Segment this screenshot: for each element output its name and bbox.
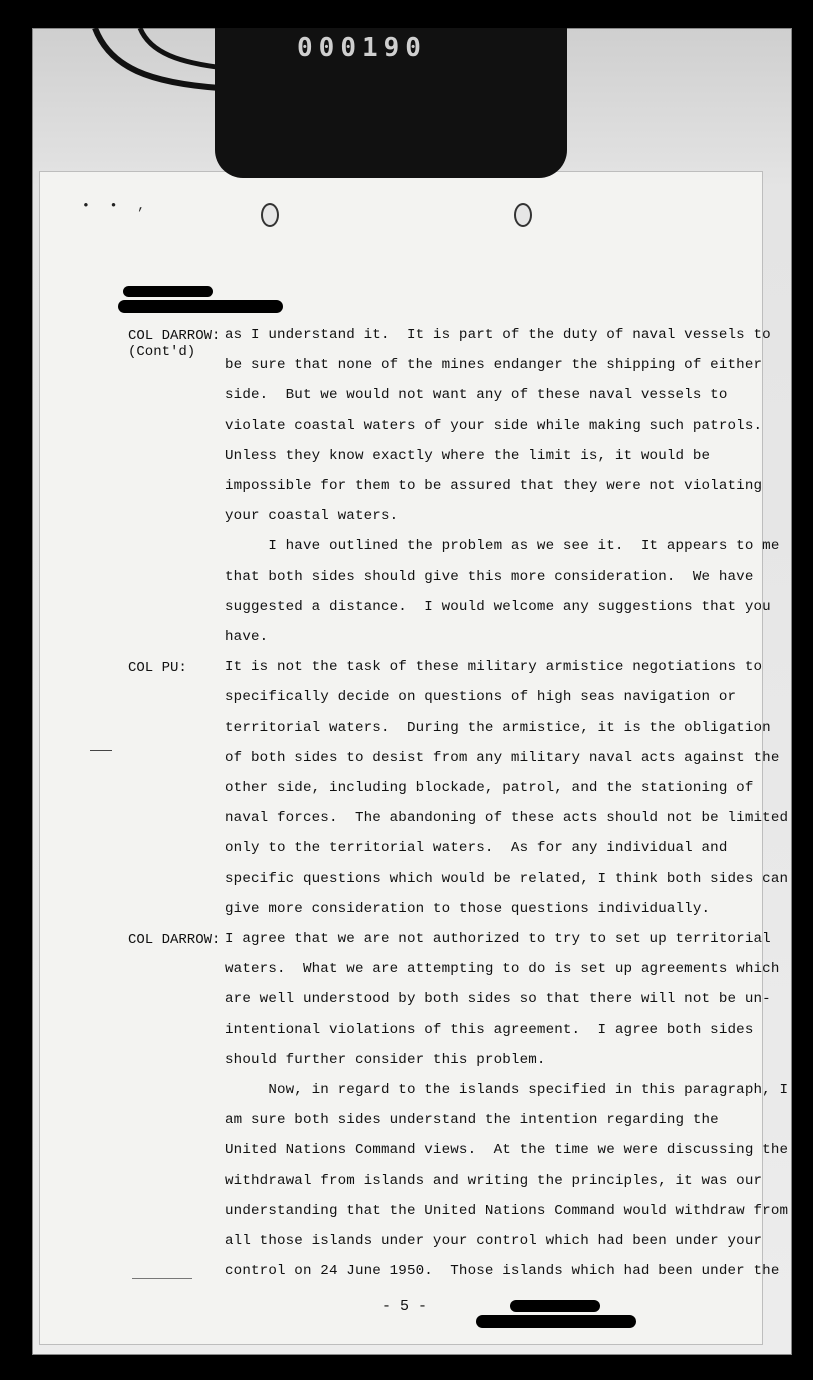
speaker-label: COL PU: bbox=[128, 660, 187, 676]
margin-mark bbox=[90, 750, 112, 751]
text-line: give more consideration to those questions individually. bbox=[225, 900, 711, 917]
text-line: violate coastal waters of your side while making such patrols. bbox=[225, 417, 763, 434]
text-line: only to the territorial waters. As for any individual and bbox=[225, 840, 728, 857]
text-line: impossible for them to be assured that they were not violating bbox=[225, 478, 763, 494]
text-line: should further consider this problem. bbox=[225, 1051, 546, 1068]
page-number: - 5 - bbox=[382, 1298, 428, 1315]
text-line: your coastal waters. bbox=[225, 508, 399, 525]
text-line: am sure both sides understand the intention regarding the bbox=[225, 1112, 719, 1129]
punch-hole-right bbox=[514, 203, 532, 227]
text-line: other side, including blockade, patrol, and the stationing of bbox=[225, 780, 754, 796]
redaction-bar bbox=[123, 286, 213, 297]
text-line: as I understand it. It is part of the duty of naval vessels to bbox=[225, 327, 771, 343]
text-line: be sure that none of the mines endanger the shipping of either bbox=[225, 357, 763, 374]
punch-hole-left bbox=[261, 203, 279, 227]
text-line: that both sides should give this more consideration. We have bbox=[225, 568, 754, 585]
text-line: suggested a distance. I would welcome any suggestions that you bbox=[225, 598, 771, 615]
speaker-label: COL DARROW: (Cont'd) bbox=[128, 328, 221, 360]
text-line: naval forces. The abandoning of these acts should not be limited bbox=[225, 810, 789, 827]
text-line: are well understood by both sides so that there will not be un- bbox=[225, 991, 771, 1008]
text-line: intentional violations of this agreement. I agree both sides bbox=[225, 1021, 754, 1038]
text-line: It is not the task of these military armistice negotiations to bbox=[225, 659, 763, 676]
text-line: of both sides to desist from any military naval acts against the bbox=[225, 749, 780, 766]
text-line: side. But we would not want any of these naval vessels to bbox=[225, 387, 728, 404]
frame-counter-digits: 000190 bbox=[297, 33, 427, 63]
text-line: withdrawal from islands and writing the principles, it was our bbox=[225, 1172, 763, 1189]
text-line: control on 24 June 1950. Those islands which had been under the bbox=[225, 1263, 780, 1280]
text-line: territorial waters. During the armistice, it is the obligation bbox=[225, 719, 771, 736]
cable-wire bbox=[90, 28, 230, 98]
text-line: specific questions which would be related, I think both sides can bbox=[225, 870, 789, 887]
text-line: I have outlined the problem as we see it. It appears to me bbox=[225, 538, 780, 555]
speaker-label: COL DARROW: bbox=[128, 932, 221, 948]
text-line: Now, in regard to the islands specified in this paragraph, I bbox=[225, 1082, 789, 1098]
text-line: United Nations Command views. At the time we were discussing the bbox=[225, 1142, 789, 1159]
redaction-bar bbox=[510, 1300, 600, 1312]
text-line: Unless they know exactly where the limit is, it would be bbox=[225, 447, 711, 464]
redaction-bar bbox=[118, 300, 283, 313]
text-line: specifically decide on questions of high seas navigation or bbox=[225, 689, 737, 706]
text-line: understanding that the United Nations Command would withdraw from bbox=[225, 1202, 789, 1219]
margin-mark bbox=[132, 1278, 192, 1279]
redaction-bar bbox=[476, 1315, 636, 1328]
text-line: all those islands under your control which had been under your bbox=[225, 1233, 763, 1249]
top-corner-mark: • • , bbox=[82, 198, 152, 213]
text-line: have. bbox=[225, 629, 269, 645]
text-line: waters. What we are attempting to do is set up agreements which bbox=[225, 961, 780, 978]
text-line: I agree that we are not authorized to try to set up territorial bbox=[225, 931, 771, 947]
